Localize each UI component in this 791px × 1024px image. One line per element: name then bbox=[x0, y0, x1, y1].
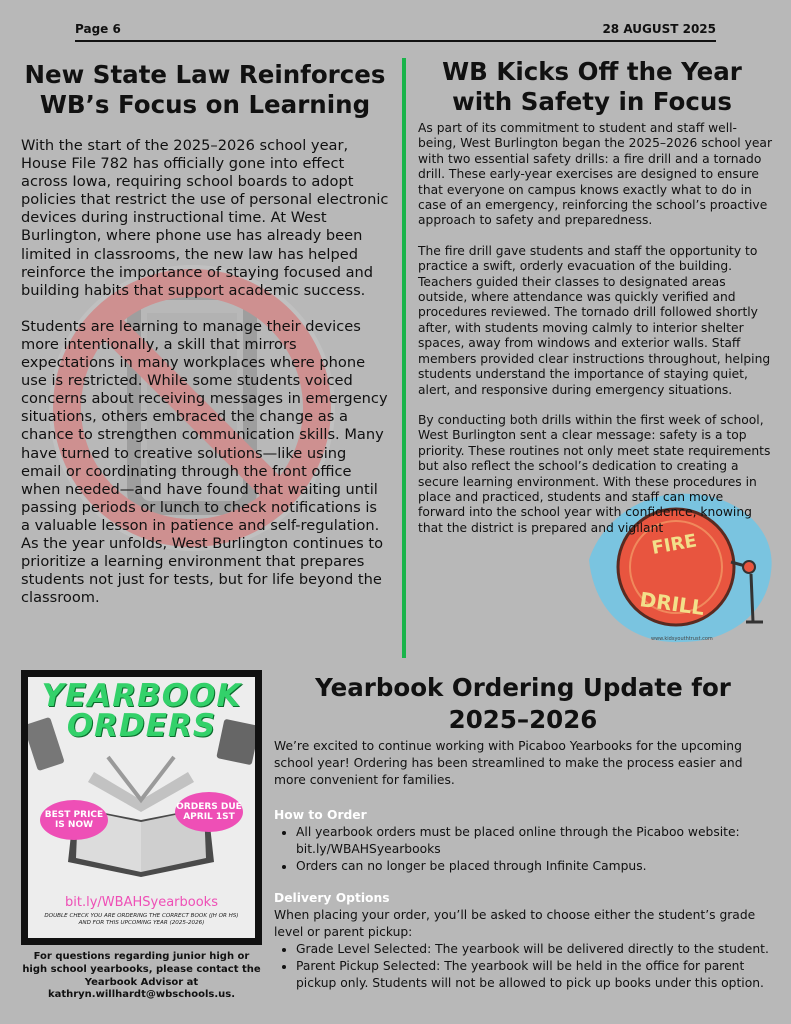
left-article-body bbox=[21, 137, 389, 625]
delivery-intro: When placing your order, you’ll be asked to choose either the student’s grade level or parent pickup: bbox=[274, 908, 756, 939]
right-article-title: WB Kicks Off the Year with Safety in Focus bbox=[442, 57, 742, 116]
delivery-options-list bbox=[274, 941, 774, 992]
right-article-paragraph: The fire drill gave students and staff the opportunity to practice a swift, orderly evacuation of the building. Teachers guided their classes to designated areas outside, where attendance was quickly verified and procedures reviewed. The tornado drill followed shortly after, with students moving calmly to interior shelter spaces, away from windows and exterior walls. Staff members provided clear instructions throughout, helping students understand the importance of staying quiet, alert, and responsive during emergency situations. bbox=[418, 243, 771, 397]
left-article-paragraph: With the start of the 2025–2026 school year, House File 782 has officially gone into effect across Iowa, requiring school boards to adopt policies that restrict the use of personal electronic devices during instructional time. At West Burlington, where phone use has already been limited in classrooms, the new law has helped reinforce the importance of staying focused and building habits that support academic success. bbox=[21, 137, 389, 299]
right-article-body bbox=[418, 121, 773, 551]
list-item: • Parent Pickup Selected: The yearbook will be held in the office for parent pickup only. Students will not be allowed to pick up books under this option. bbox=[296, 958, 774, 992]
yearbook-article-title: Yearbook Ordering Update for 2025–2026 bbox=[315, 673, 731, 734]
left-article-paragraph: Students are learning to manage their devices more intentionally, a skill that mirrors expectations in many workplaces where phone use is restricted. While some students voiced concerns about receiving messages in emergency situations, others embraced the change as a chance to strengthen communication skills. Many have turned to creative solutions—like using email or coordinating through the front office when needed—and have found that waiting until passing periods or lunch to check notifications is a valuable lesson in patience and self-regulation. As the year unfolds, West Burlington continues to prioritize a learning environment that prepares students not just for tests, but for life beyond the classroom. bbox=[21, 317, 388, 607]
poster-title-line1: YEARBOOK bbox=[41, 678, 242, 714]
orders-due-badge: ORDERS DUE APRIL 1ST bbox=[175, 792, 243, 832]
list-item: • Grade Level Selected: The yearbook will be delivered directly to the student. bbox=[296, 941, 774, 958]
yearbook-intro: We’re excited to continue working with Picaboo Yearbooks for the upcoming school year! Ordering has been streamlined to make the process easier and more convenient for families. bbox=[274, 739, 743, 787]
book-icon bbox=[28, 717, 65, 771]
yearbook-article-body bbox=[274, 738, 774, 992]
drill-drill-label: DRILL bbox=[638, 587, 706, 620]
how-to-order-list bbox=[274, 824, 774, 875]
list-item: • All yearbook orders must be placed online through the Picaboo website: bit.ly/WBAHSyearbooks bbox=[296, 824, 774, 858]
right-article-paragraph: By conducting both drills within the first week of school, West Burlington sent a clear message: safety is a top priority. These routines not only meet state requirements but also reflect the school’s dedication to creating a secure learning environment. With these procedures in place and practiced, students and staff can move forward into the school year with confidence, knowing that the district is prepared and vigilant bbox=[418, 412, 771, 535]
best-price-badge: BEST PRICE IS NOW bbox=[40, 800, 108, 840]
issue-date: 28 AUGUST 2025 bbox=[602, 22, 716, 36]
drill-credit: www.kidsyouthtrust.com bbox=[651, 636, 713, 642]
delivery-options-heading: Delivery Options bbox=[274, 891, 390, 905]
book-icon bbox=[216, 719, 255, 766]
poster-title-line2: ORDERS bbox=[66, 708, 217, 744]
poster-note: DOUBLE CHECK YOU ARE ORDERING THE CORRECT BOOK (JH OR HS) AND FOR THIS UPCOMING YEAR (2025-2026) bbox=[44, 913, 239, 926]
column-divider bbox=[402, 58, 406, 658]
how-to-order-heading: How to Order bbox=[274, 808, 367, 822]
drill-fire-label: FIRE bbox=[650, 530, 699, 559]
yearbook-contact-caption: For questions regarding junior high or high school yearbooks, please contact the Yearbook Advisor at kathryn.willhardt@wbschools.us. bbox=[22, 951, 261, 1001]
page-number: Page 6 bbox=[75, 22, 121, 36]
poster-order-link[interactable]: bit.ly/WBAHSyearbooks bbox=[65, 895, 218, 910]
left-article-title: New State Law Reinforces WB’s Focus on Learning bbox=[24, 60, 386, 119]
header-rule bbox=[75, 40, 716, 42]
right-article-paragraph: As part of its commitment to student and staff well-being, West Burlington began the 2025–2026 school year with two essential safety drills: a fire drill and a tornado drill. These early-year exercises are designed to ensure that everyone on campus knows exactly what to do in case of an emergency, reinforcing the school’s proactive approach to safety and preparedness. bbox=[418, 121, 773, 228]
list-item: • Orders can no longer be placed through Infinite Campus. bbox=[296, 858, 774, 875]
